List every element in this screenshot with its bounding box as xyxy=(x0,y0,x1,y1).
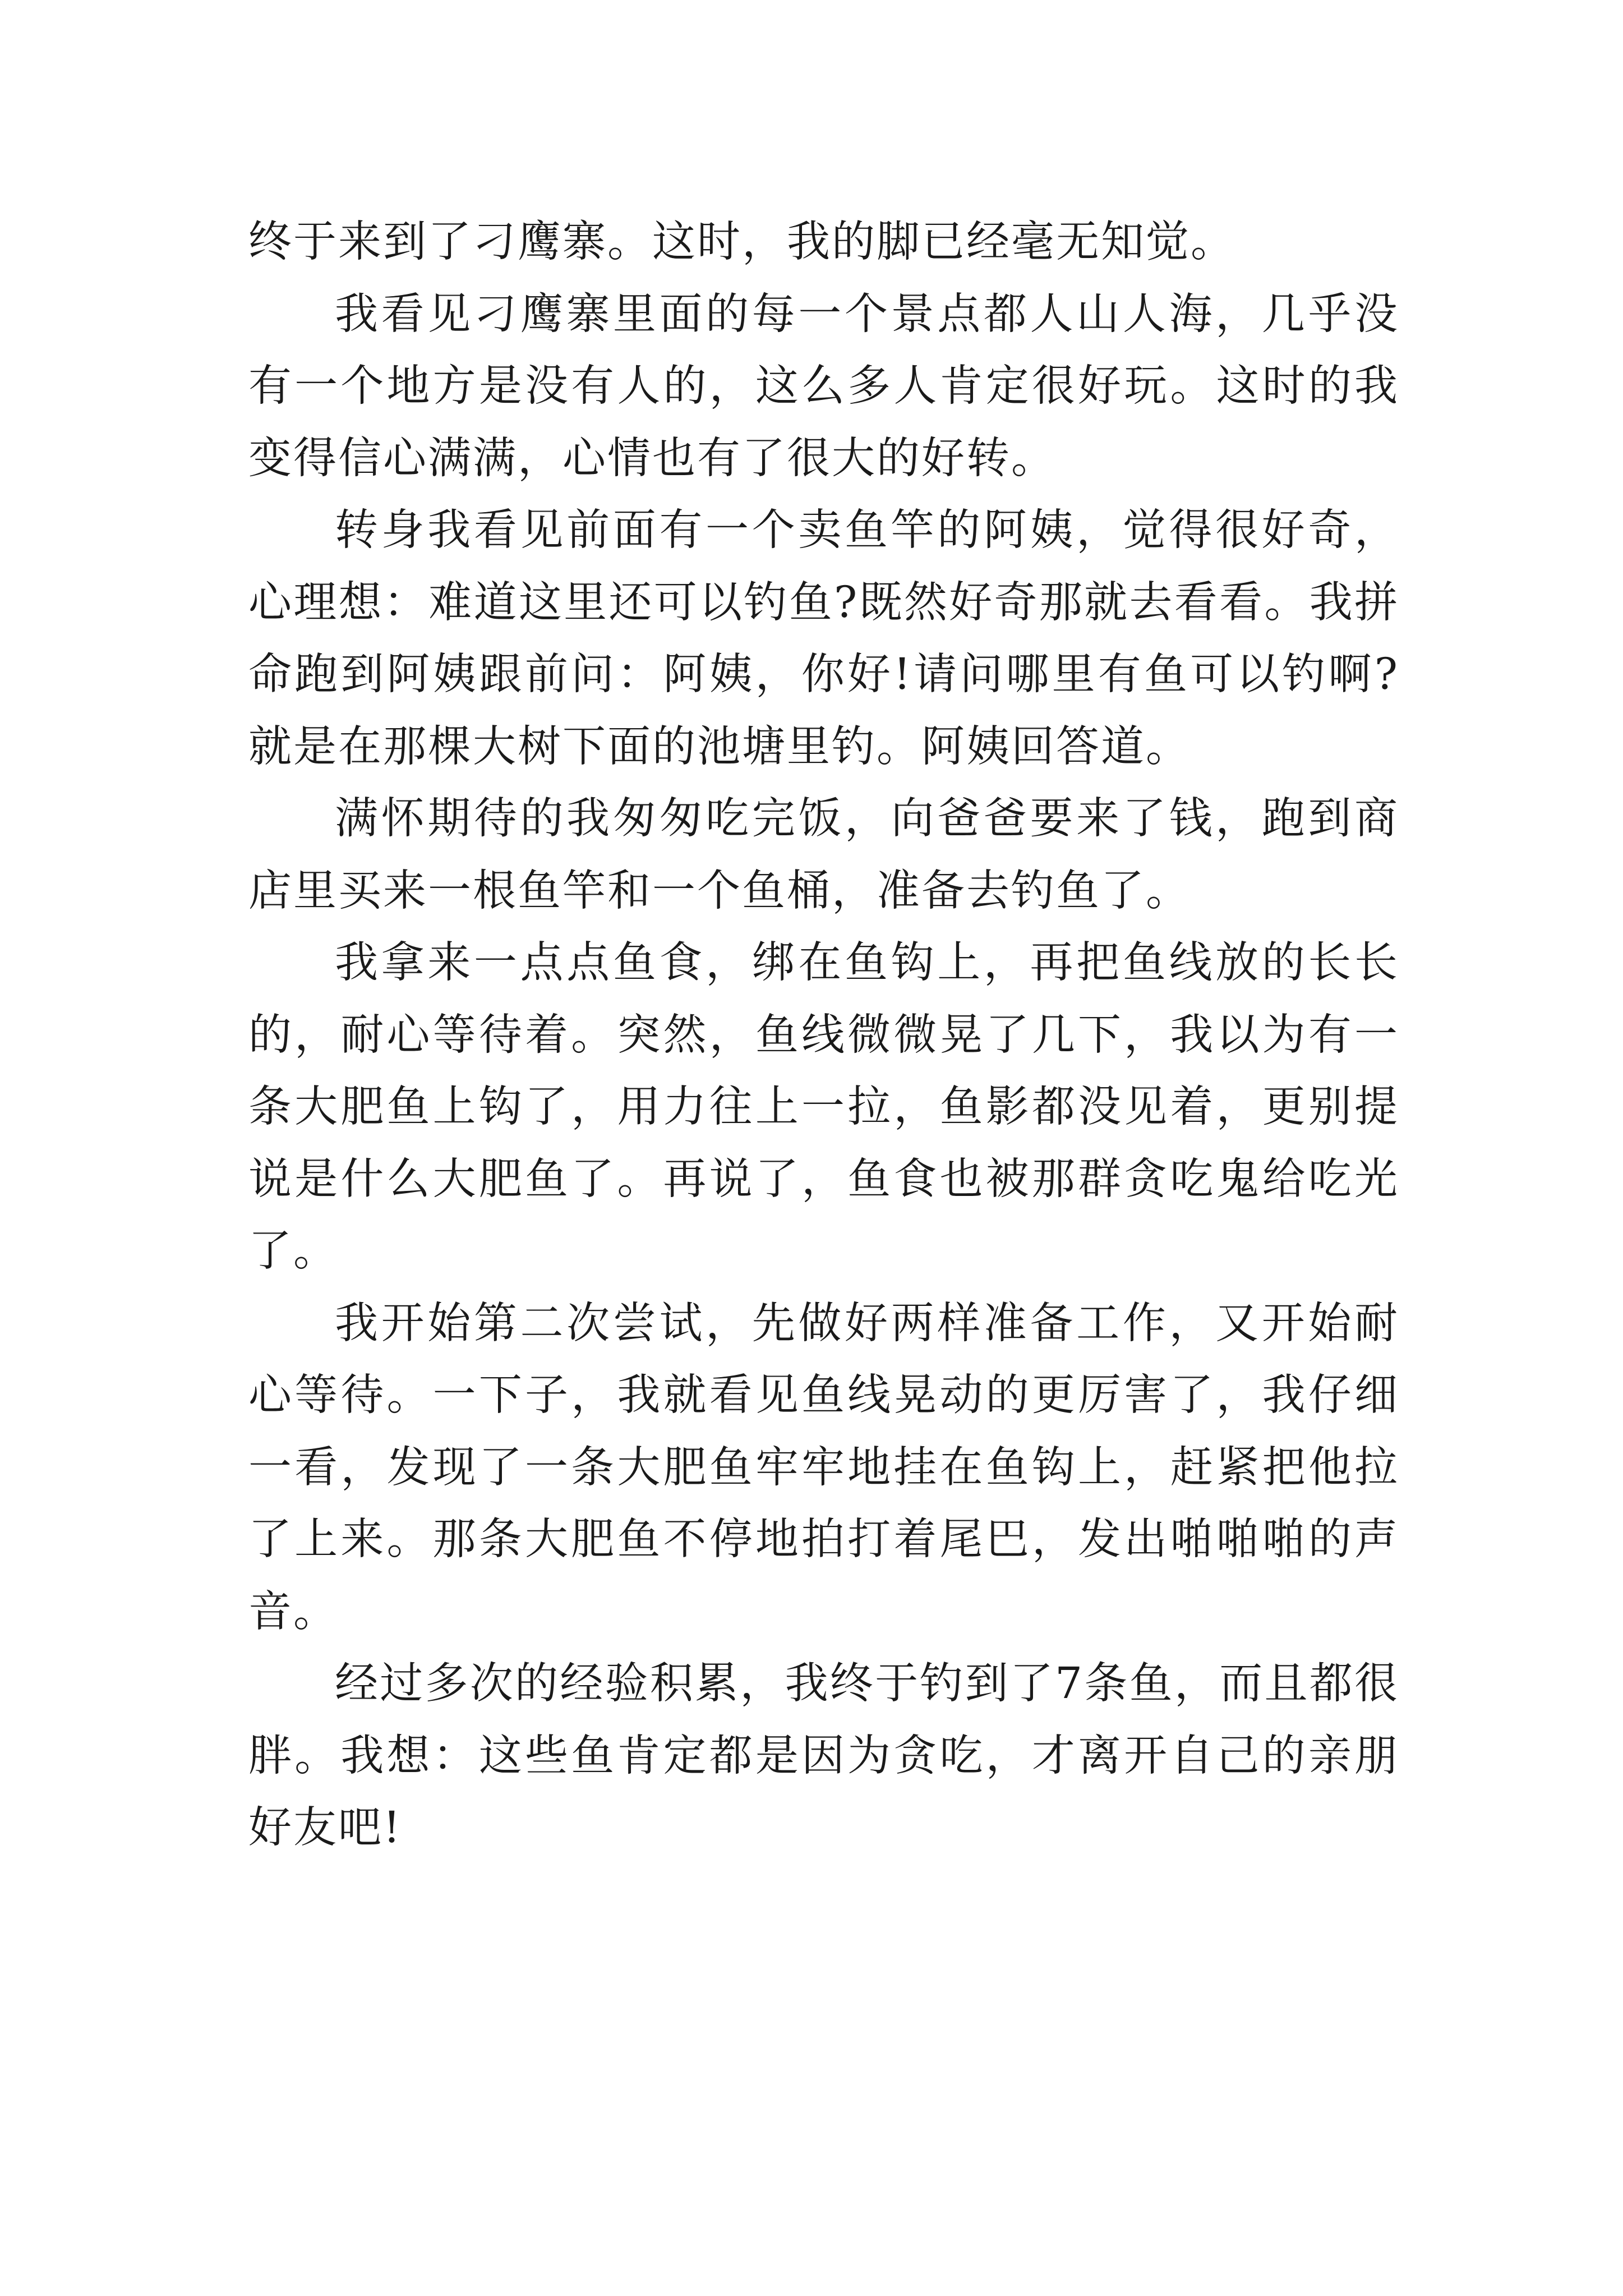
paragraph-1: 终于来到了刁鹰寨。这时，我的脚已经毫无知觉。 xyxy=(248,217,1235,267)
paragraph-7: 经过多次的经验积累，我终于钓到了7条鱼，而且都很胖。我想：这些鱼肯定都是因为贪吃，才离开自己的亲朋好友吧! xyxy=(248,1659,1399,1853)
paragraph-3: 转身我看见前面有一个卖鱼竿的阿姨，觉得很好奇，心理想：难道这里还可以钓鱼?既然好奇那就去看看。我拼命跑到阿姨跟前问：阿姨，你好!请问哪里有鱼可以钓啊?就是在那棵大树下面的池塘里钓。阿姨回答道。 xyxy=(248,505,1399,772)
paragraph-4: 满怀期待的我匆匆吃完饭，向爸爸要来了钱，跑到商店里买来一根鱼竿和一个鱼桶，准备去钓鱼了。 xyxy=(248,794,1399,916)
paragraph-5: 我拿来一点点鱼食，绑在鱼钩上，再把鱼线放的长长的，耐心等待着。突然，鱼线微微晃了几下，我以为有一条大肥鱼上钩了，用力往上一拉，鱼影都没见着，更别提说是什么大肥鱼了。再说了，鱼食也被那群贪吃鬼给吃光了。 xyxy=(248,938,1399,1276)
paragraph-6: 我开始第二次尝试，先做好两样准备工作，又开始耐心等待。一下子，我就看见鱼线晃动的更厉害了，我仔细一看，发现了一条大肥鱼牢牢地挂在鱼钩上，赶紧把他拉了上来。那条大肥鱼不停地拍打着尾巴，发出啪啪啪的声音。 xyxy=(248,1298,1399,1637)
document-body xyxy=(248,206,1399,1865)
paragraph-2: 我看见刁鹰寨里面的每一个景点都人山人海，几乎没有一个地方是没有人的，这么多人肯定很好玩。这时的我变得信心满满，心情也有了很大的好转。 xyxy=(248,289,1399,484)
